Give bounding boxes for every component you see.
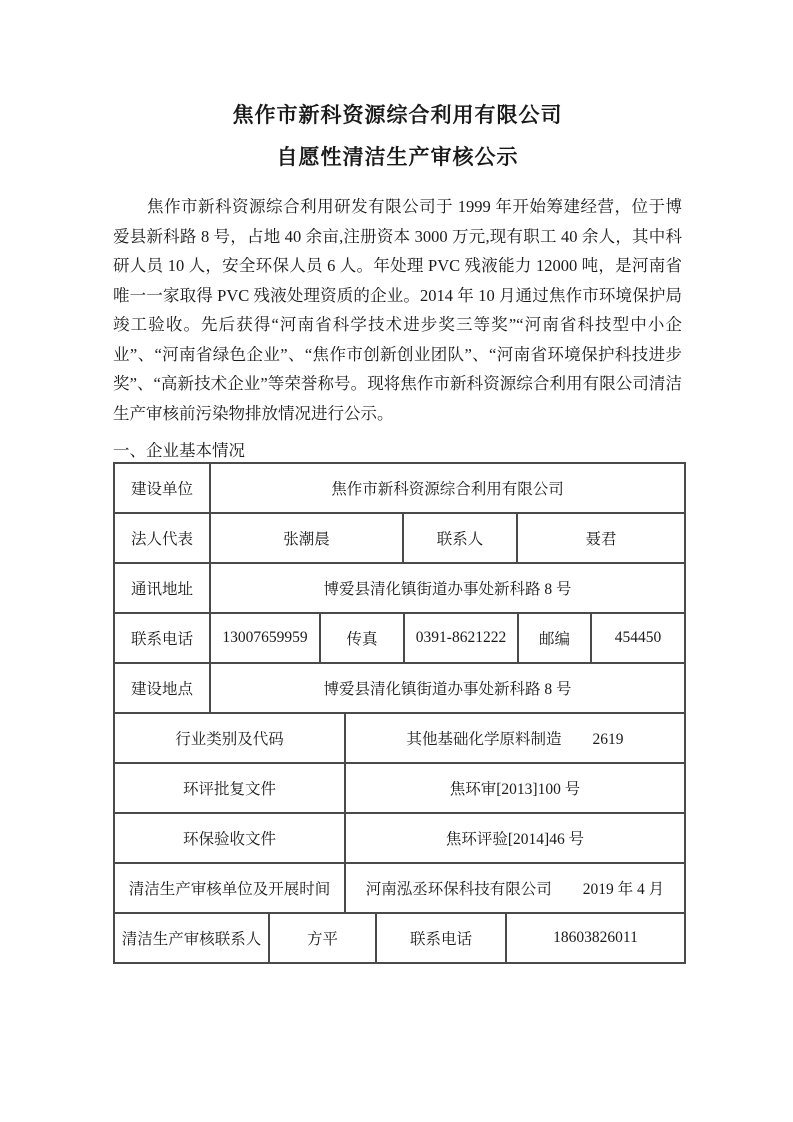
label-acceptance-document: 环保验收文件 [182, 831, 276, 848]
value-audit-contact-phone: 18603826011 [505, 914, 684, 962]
table-row-construction-unit [115, 464, 684, 512]
value-acceptance-document: 焦环评验[2014]46 号 [344, 814, 684, 862]
value-contact-person: 聂君 [516, 514, 684, 562]
label-audit-contact-phone: 联系电话 [375, 914, 505, 962]
table-row-audit-organization [115, 862, 684, 912]
value-audit-contact-person: 方平 [268, 914, 375, 962]
table-row-acceptance-document [115, 812, 684, 862]
label-eia-approval-document: 环评批复文件 [182, 781, 276, 798]
value-fax: 0391-8621222 [403, 614, 517, 662]
label-contact-person: 联系人 [402, 514, 516, 562]
table-row-legal-representative [115, 512, 684, 562]
label-contact-phone: 联系电话 [130, 631, 193, 648]
table-row-audit-contact [115, 912, 684, 962]
table-row-eia-approval-document [115, 762, 684, 812]
value-postal-code: 454450 [590, 614, 684, 662]
label-fax: 传真 [319, 614, 403, 662]
label-construction-site: 建设地点 [130, 681, 193, 698]
value-legal-representative: 张潮晨 [209, 514, 402, 562]
table-row-mailing-address [115, 562, 684, 612]
label-audit-organization: 清洁生产审核单位及开展时间 [128, 881, 331, 898]
label-legal-representative: 法人代表 [130, 531, 193, 548]
table-row-industry-category [115, 712, 684, 762]
label-postal-code: 邮编 [517, 614, 590, 662]
table-row-construction-site [115, 662, 684, 712]
company-info-table [113, 462, 686, 964]
intro-paragraph: 焦作市新科资源综合利用研发有限公司于 1999 年开始筹建经营，位于博爱县新科路 8 号，占地 40 余亩,注册资本 3000 万元,现有职工 40 余人，其中科研人员 10 人，安全环保人员 6 人。年处理 PVC 残液能力 12000 吨，是河南省唯一一家取得 PVC 残液处理资质的企业。2014 年 10 月通过焦作市环境保护局竣工验收。先后获得“河南省科学技术进步奖三等奖”“河南省科技型中小企业”、“河南省绿色企业”、“焦作市创新创业团队”、“河南省环境保护科技进步奖”、“高新技术企业”等荣誉称号。现将焦作市新科资源综合利用有限公司清洁生产审核前污染物排放情况进行公示。 [113, 197, 682, 423]
value-mailing-address: 博爱县清化镇街道办事处新科路 8 号 [209, 564, 684, 612]
value-eia-approval-document: 焦环审[2013]100 号 [344, 764, 684, 812]
value-contact-phone: 13007659959 [209, 614, 319, 662]
doc-title: 焦作市新科资源综合利用有限公司 [232, 103, 563, 127]
label-audit-contact-person: 清洁生产审核联系人 [121, 931, 262, 948]
label-construction-unit: 建设单位 [130, 481, 193, 498]
label-mailing-address: 通讯地址 [130, 581, 193, 598]
value-industry-category: 其他基础化学原料制造 2619 [344, 714, 684, 762]
value-audit-organization: 河南泓丞环保科技有限公司 2019 年 4 月 [344, 864, 684, 912]
section-heading-basic-info: 一、企业基本情况 [113, 441, 245, 460]
doc-subtitle: 自愿性清洁生产审核公示 [276, 145, 519, 169]
label-industry-category: 行业类别及代码 [175, 731, 284, 748]
table-row-contact-phone [115, 612, 684, 662]
value-construction-unit: 焦作市新科资源综合利用有限公司 [209, 464, 684, 512]
value-construction-site: 博爱县清化镇街道办事处新科路 8 号 [209, 664, 684, 712]
